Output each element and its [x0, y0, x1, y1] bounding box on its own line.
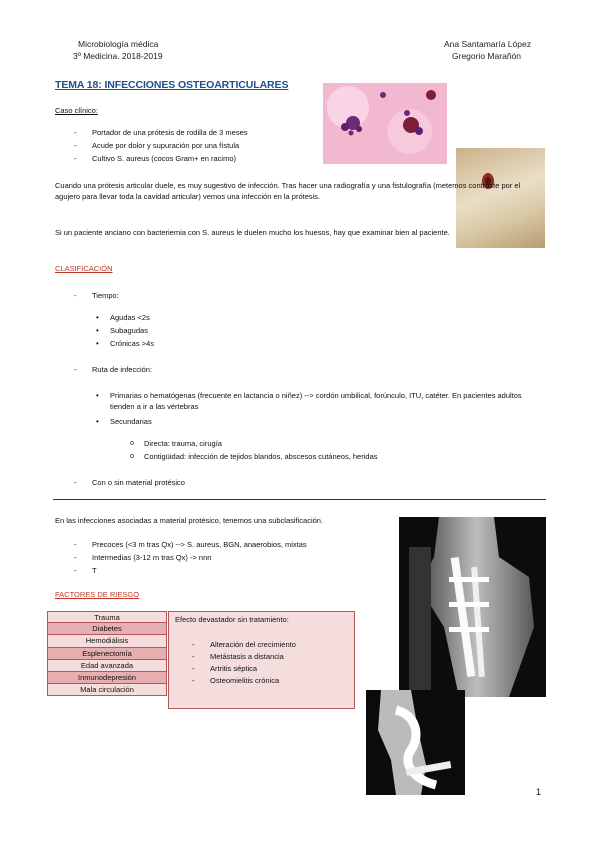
clinical-case-heading: Caso clínico:: [55, 106, 98, 115]
risk-factor: Mala circulación: [47, 684, 167, 696]
risk-factors-table: [47, 611, 167, 696]
classification-heading: CLASIFICACIÓN: [55, 264, 113, 273]
paragraph: Si un paciente anciano con bacteriemia con S. aureus le duelen mucho los huesos, hay que examinar bien al paciente.: [55, 228, 450, 237]
header-course: 3º Medicina. 2018-2019: [73, 51, 163, 61]
gram-stain-image: [323, 83, 447, 164]
list-item: - Intermedias (3-12 m tras Qx) -> nnn: [74, 553, 212, 562]
paragraph: Cuando una prótesis articular duele, es muy sugestivo de infección. Tras hacer una radiografía y una fistulografía (metemos contraste por el agujero para llevar toda la cavidad articular) vemos una infección en la prótesis.: [55, 181, 521, 201]
list-item: - Precoces (<3 m tras Qx) --> S. aureus, BGN, anaerobios, mixtas: [74, 540, 307, 549]
risk-factor: Trauma: [47, 611, 167, 623]
page-title: TEMA 18: INFECCIONES OSTEOARTICULARES: [55, 79, 289, 91]
list-item: - Acude por dolor y supuración por una fístula: [74, 141, 240, 150]
list-item: o Contigüidad: infección de tejidos blandos, abscesos cutáneos, heridas: [130, 452, 378, 461]
list-item: • Subagudas: [96, 326, 148, 335]
list-item: • Primarias o hematógenas (frecuente en lactancia o niñez) --> cordón umbilical, forúnculo, ITU, catéter. En pacientes adultos tienden a ir a las vértebras: [96, 391, 522, 411]
risk-factor: Esplenectomía: [47, 648, 167, 660]
risk-factors-heading: FACTORES DE RIESGO: [55, 590, 140, 599]
divider: [53, 499, 546, 500]
list-item: - T: [74, 566, 97, 575]
list-item: • Agudas <2s: [96, 313, 150, 322]
list-item: • Crónicas >4s: [96, 339, 154, 348]
risk-factor: Hemodiálisis: [47, 635, 167, 647]
header-subject: Microbiología médica: [78, 39, 159, 49]
list-item: o Directa: trauma, cirugía: [130, 439, 222, 448]
list-item: - Cultivo S. aureus (cocos Gram+ en racimo): [74, 154, 237, 163]
list-item: - Portador de una prótesis de rodilla de 3 meses: [74, 128, 248, 137]
page-number: 1: [536, 787, 542, 797]
list-item: - Artritis séptica: [192, 664, 258, 673]
xray-fistulography-image: [366, 690, 465, 795]
list-item: - Alteración del crecimiento: [192, 640, 296, 649]
list-item: - Tiempo:: [74, 291, 119, 300]
list-item: - Con o sin material protésico: [74, 478, 185, 487]
risk-factor: Inmunodepresión: [47, 672, 167, 684]
list-item: • Secundarias: [96, 417, 152, 426]
xray-prosthesis-image: [399, 517, 546, 697]
paragraph: En las infecciones asociadas a material protésico, tenemos una subclasificación.: [55, 516, 324, 525]
list-item: - Osteomielitis crónica: [192, 676, 280, 685]
risk-factor: Diabetes: [47, 623, 167, 635]
list-item: - Ruta de infección:: [74, 365, 153, 374]
header-hospital: Gregorio Marañón: [452, 51, 521, 61]
risk-factor: Edad avanzada: [47, 660, 167, 672]
list-item: - Metástasis a distancia: [192, 652, 284, 661]
effects-title: Efecto devastador sin tratamiento:: [175, 615, 289, 624]
effects-box: [168, 611, 355, 709]
header-author: Ana Santamaría López: [444, 39, 531, 49]
